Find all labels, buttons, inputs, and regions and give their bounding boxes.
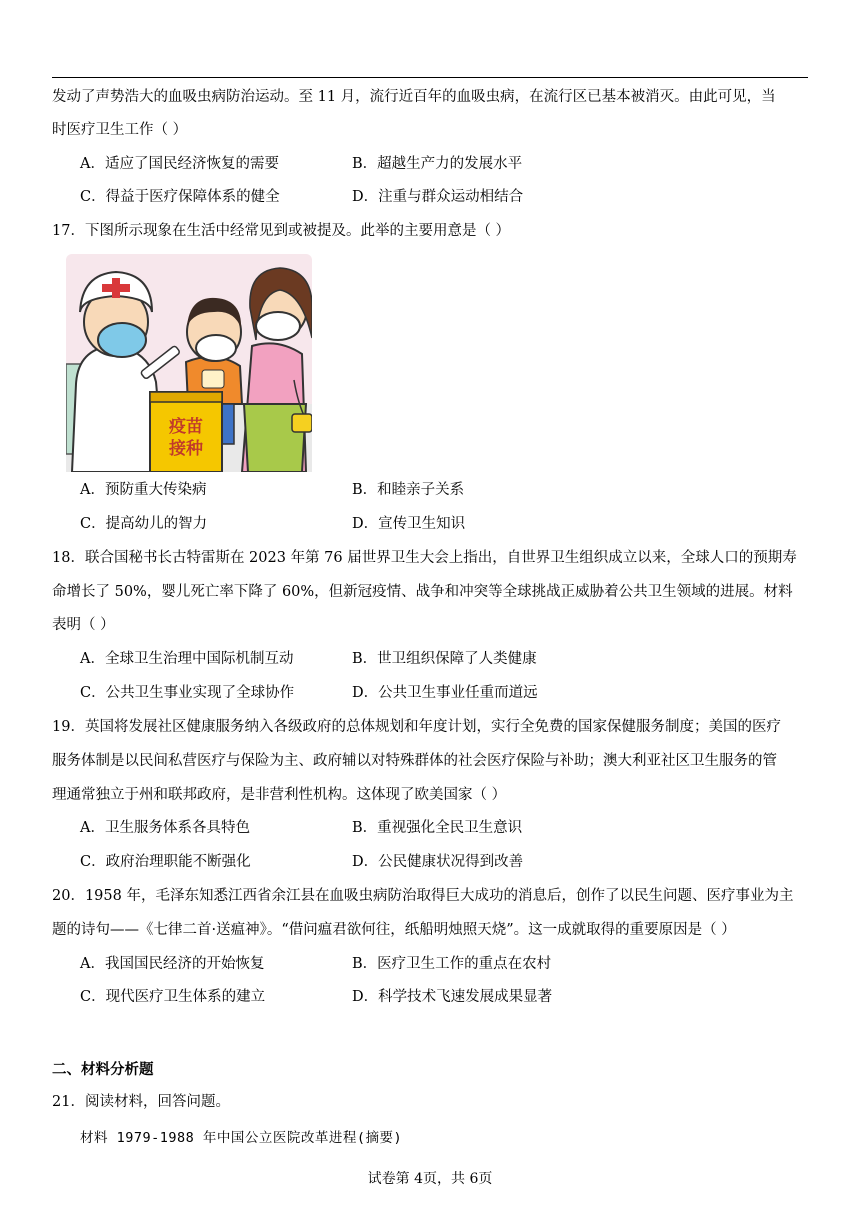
q19-option-a: A．卫生服务体系各具特色 [80, 820, 250, 836]
q18-option-d: D．公共卫生事业任重而道远 [352, 685, 538, 701]
q20-option-c: C．现代医疗卫生体系的建立 [80, 989, 266, 1005]
q16-option-d: D．注重与群众运动相结合 [352, 189, 524, 205]
q19-option-d: D．公民健康状况得到改善 [352, 854, 524, 870]
q18-line-2: 命增长了 50%，婴儿死亡率下降了 60%，但新冠疫情、战争和冲突等全球挑战正威胁着公共卫生领域的进展。材料 [52, 584, 793, 600]
vaccination-illustration [66, 254, 312, 472]
q20-option-d: D．科学技术飞速发展成果显著 [352, 989, 553, 1005]
q19-option-b: B．重视强化全民卫生意识 [352, 820, 523, 836]
q20-option-b: B．医疗卫生工作的重点在农村 [352, 956, 552, 972]
sign-text-line-1: 疫苗 [169, 417, 203, 437]
q18-option-c: C．公共卫生事业实现了全球协作 [80, 685, 295, 701]
q17-option-a: A．预防重大传染病 [80, 482, 207, 498]
q18-line-1: 18．联合国秘书长古特雷斯在 2023 年第 76 届世界卫生大会上指出，自世界卫生组织成立以来，全球人口的预期寿 [52, 550, 797, 566]
q18-option-b: B．世卫组织保障了人类健康 [352, 651, 537, 667]
q17-option-c: C．提高幼儿的智力 [80, 516, 208, 532]
q20-option-a: A．我国国民经济的开始恢复 [80, 956, 265, 972]
q16-option-b: B．超越生产力的发展水平 [352, 156, 523, 172]
q17-option-b: B．和睦亲子关系 [352, 482, 465, 498]
q17-option-d: D．宣传卫生知识 [352, 516, 466, 532]
q19-line-3: 理通常独立于州和联邦政府，是非营利性机构。这体现了欧美国家（ ） [52, 787, 507, 803]
q18-line-3: 表明（ ） [52, 617, 115, 633]
section-2-heading: 二、材料分析题 [52, 1061, 154, 1078]
q16-option-a: A．适应了国民经济恢复的需要 [80, 156, 279, 172]
q16-line-2: 时医疗卫生工作（ ） [52, 122, 188, 138]
sign-text-line-2: 接种 [169, 439, 203, 459]
material-title: 材料 1979-1988 年中国公立医院改革进程(摘要) [80, 1130, 403, 1146]
q17-stem: 17．下图所示现象在生活中经常见到或被提及。此举的主要用意是（ ） [52, 223, 511, 239]
q19-line-1: 19．英国将发展社区健康服务纳入各级政府的总体规划和年度计划，实行全免费的国家保健服务制度；美国的医疗 [52, 719, 781, 735]
q16-option-c: C．得益于医疗保障体系的健全 [80, 189, 280, 205]
q16-line-1: 发动了声势浩大的血吸虫病防治运动。至 11 月，流行近百年的血吸虫病，在流行区已基本被消灭。由此可见，当 [52, 89, 776, 105]
header-rule [52, 77, 808, 78]
q21-stem: 21．阅读材料，回答问题。 [52, 1094, 230, 1110]
q20-line-2: 题的诗句——《七律二首·送瘟神》。“借问瘟君欲何往，纸船明烛照天烧”。这一成就取得的重要原因是（ ） [52, 922, 736, 938]
q20-line-1: 20．1958 年，毛泽东知悉江西省余江县在血吸虫病防治取得巨大成功的消息后，创作了以民生问题、医疗事业为主 [52, 888, 794, 904]
page-footer: 试卷第 4页，共 6页 [367, 1171, 493, 1187]
q19-line-2: 服务体制是以民间私营医疗与保险为主、政府辅以对特殊群体的社会医疗保险与补助；澳大利亚社区卫生服务的管 [52, 753, 777, 769]
q18-option-a: A．全球卫生治理中国际机制互动 [80, 651, 294, 667]
q19-option-c: C．政府治理职能不断强化 [80, 854, 251, 870]
